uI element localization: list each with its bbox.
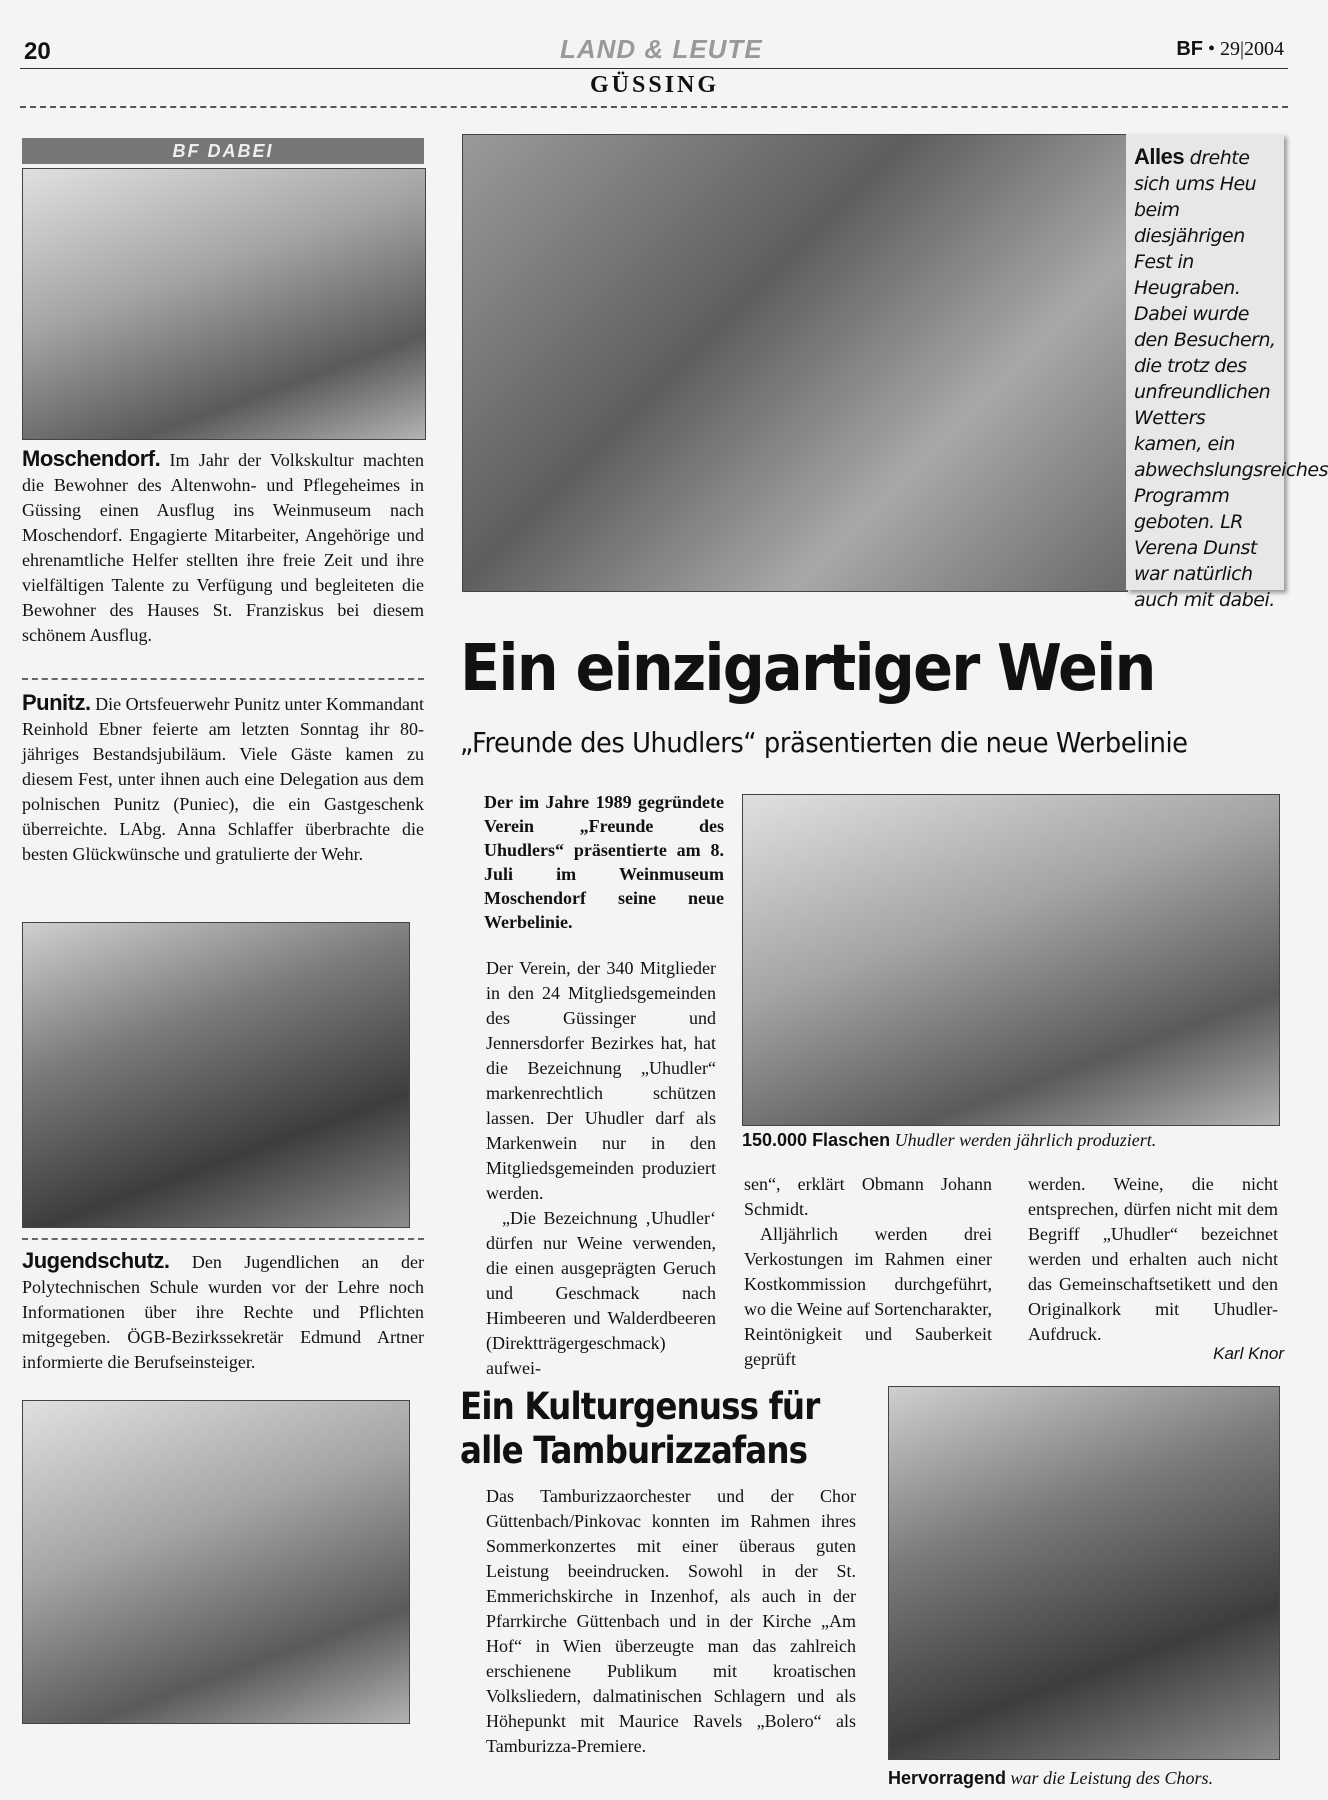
issue-number: • 29|2004	[1207, 38, 1284, 60]
article-column-3	[1028, 1172, 1278, 1347]
punitz-lead: Punitz.	[22, 690, 91, 715]
article-author: Karl Knor	[1213, 1344, 1284, 1363]
punitz-photo	[22, 922, 410, 1228]
choir-caption-lead: Hervorragend	[888, 1768, 1007, 1788]
choir-photo	[888, 1386, 1280, 1760]
caption-text: drehte sich ums Heu beim diesjährigen Fest in Heugraben. Dabei wurde den Besuchern, die trotz des unfreundlichen Wetters kamen, ein abwechslungsreiches Programm geboten. LR Verena Dunst war natürlich auch mit dabei.	[1134, 147, 1328, 611]
header-dashed-rule	[20, 106, 1288, 108]
choir-photo-caption	[888, 1768, 1213, 1789]
header-rule	[20, 68, 1288, 69]
section-title: LAND & LEUTE	[560, 34, 763, 64]
uhudler-photo	[742, 794, 1280, 1126]
article-column-1	[486, 956, 716, 1381]
article-paragraph: Alljährlich werden drei Verkostungen im Rahmen einer Kostkommission durchgeführt, wo die Weine auf Sortencharakter, Reintönigkeit und Sauberkeit geprüft	[744, 1224, 992, 1369]
article2-headline-line: alle Tamburizzafans	[460, 1429, 808, 1472]
moschendorf-text: Im Jahr der Volkskultur machten die Bewohner des Altenwohn- und Pflegeheimes in Güssing einen Ausflug ins Weinmuseum nach Moschendorf. Engagierte Mitarbeiter, Angehörige und ehrenamtliche Helfer stellten ihre freie Zeit und ihre vielfältigen Talente zu Verfügung und begleiteten die Bewohner des Hauses St. Franziskus bei diesem schönem Ausflug.	[22, 450, 424, 645]
separator	[22, 1238, 424, 1240]
jugendschutz-photo	[22, 1400, 410, 1724]
article-intro: Der im Jahre 1989 gegründete Verein „Freunde des Uhudlers“ präsentierte am 8. Juli im Weinmuseum Moschendorf seine neue Werbelinie.	[484, 792, 724, 932]
uhudler-photo-caption	[742, 1130, 1156, 1151]
choir-caption-text: war die Leistung des Chors.	[1010, 1768, 1214, 1788]
caption-lead: Alles	[1134, 144, 1185, 169]
article-paragraph: „Die Bezeichnung ‚Uhudler‘ dürfen nur Weine verwenden, die einen ausgeprägten Geruch und Geschmack nach Himbeeren und Walderdbeeren (Direktträgergeschmack) aufwei-	[486, 1208, 716, 1378]
article-paragraph: Der Verein, der 340 Mitglieder in den 24 Mitgliedsgemeinden des Güssinger und Jennersdorfer Bezirkes hat, hat die Bezeichnung „Uhudler“ markenrechtlich schützen lassen. Der Uhudler darf als Markenwein nur in den Mitgliedsgemeinden produziert werden.	[486, 958, 716, 1203]
punitz-item	[22, 690, 424, 867]
article2-headline	[460, 1385, 819, 1473]
region-title: GÜSSING	[590, 72, 720, 98]
punitz-text: Die Ortsfeuerwehr Punitz unter Kommandant Reinhold Ebner feierte am letzten Sonntag ihr 80-jähriges Bestandsjubiläum. Viele Gäste kamen zu diesem Fest, unter ihnen auch eine Delegation aus dem polnischen Punitz (Puniec), die ein Gastgeschenk überreichte. LAbg. Anna Schlaffer überbrachte die besten Glückwünsche und gratulierte der Wehr.	[22, 694, 425, 864]
moschendorf-item	[22, 446, 424, 648]
issue-info	[1176, 38, 1284, 61]
heugraben-photo	[462, 134, 1128, 592]
article2-headline-line: Ein Kulturgenuss für	[460, 1385, 820, 1428]
jugendschutz-lead: Jugendschutz.	[22, 1248, 170, 1273]
article2-text: Das Tamburizzaorchester und der Chor Güttenbach/Pinkovac konnten im Rahmen ihres Sommerkonzertes mit einer überaus guten Leistung beeindrucken. Sowohl in der St. Emmerichskirche in Inzenhof, als auch in der Pfarrkirche Güttenbach und in der Kirche „Am Hof“ in Wien überzeugte man das zahlreich erschienene Publikum mit kroatischen Volksliedern, dalmatinischen Schlagern und als Höhepunkt mit Maurice Ravels „Bolero“ als Tamburizza-Premiere.	[486, 1486, 856, 1756]
page-number: 20	[24, 38, 51, 65]
heugraben-caption-box	[1126, 134, 1328, 611]
publication-name: BF	[1176, 38, 1203, 60]
photo-caption-text: Uhudler werden jährlich produziert.	[894, 1130, 1157, 1150]
article-paragraph: sen“, erklärt Obmann Johann Schmidt.	[744, 1174, 992, 1219]
moschendorf-photo	[22, 168, 426, 440]
article-column-2	[744, 1172, 992, 1372]
photo-caption-lead: 150.000 Flaschen	[742, 1130, 891, 1150]
article-headline: Ein einzigartiger Wein	[460, 632, 1155, 706]
bf-dabei-label: BF DABEI	[22, 138, 424, 164]
jugendschutz-item	[22, 1248, 424, 1375]
article-paragraph: werden. Weine, die nicht entsprechen, dürfen nicht mit dem Begriff „Uhudler“ bezeichnet werden und erhalten auch nicht das Gemeinschaftsetikett und den Originalkork mit Uhudler-Aufdruck.	[1028, 1174, 1278, 1344]
jugendschutz-text: Den Jugendlichen an der Polytechnischen Schule wurden vor der Lehre noch Informationen über ihre Rechte und Pflichten mitgegeben. ÖGB-Bezirkssekretär Edmund Artner informierte die Berufseinsteiger.	[22, 1252, 425, 1372]
moschendorf-lead: Moschendorf.	[22, 446, 161, 471]
separator	[22, 678, 424, 680]
article-subhead: „Freunde des Uhudlers“ präsentierten die neue Werbelinie	[460, 726, 1188, 759]
